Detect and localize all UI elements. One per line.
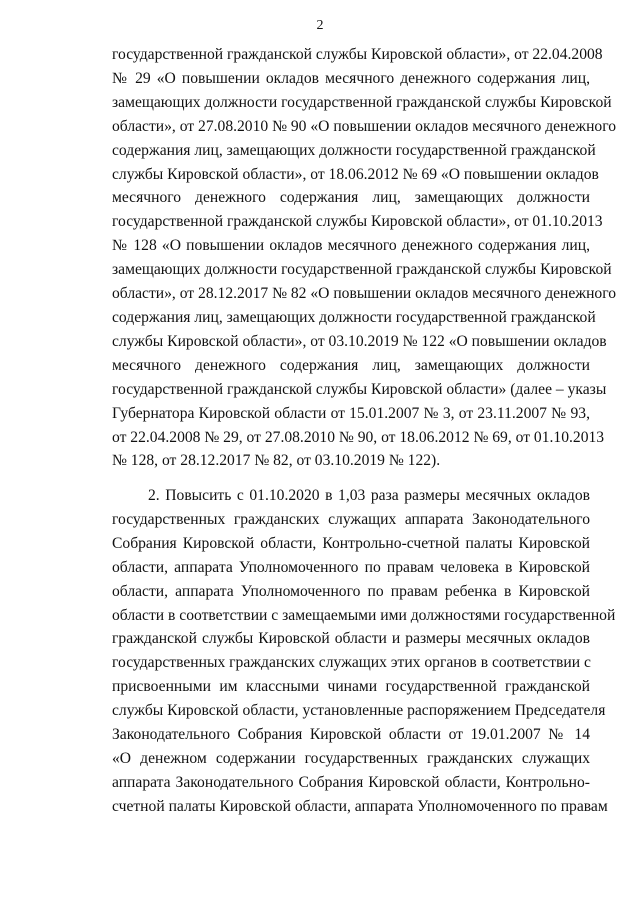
text-line: государственной гражданской службы Кировской области» (далее – указы [112, 380, 607, 398]
paragraph-1 [112, 43, 617, 473]
text-line: области», от 28.12.2017 № 82 «О повышении окладов месячного денежного [112, 285, 617, 303]
text-line: присвоенными им классными чинами государственной гражданской [112, 678, 590, 696]
text-line: замещающих должности государственной гражданской службы Кировской [112, 93, 612, 111]
text-line: службы Кировской области», от 03.10.2019 № 122 «О повышении окладов [112, 332, 607, 350]
text-line: Законодательного Собрания Кировской области от 19.01.2007 № 14 [112, 726, 590, 744]
text-line: № 29 «О повышении окладов месячного денежного содержания лиц, [112, 69, 590, 87]
text-line: № 128, от 28.12.2017 № 82, от 03.10.2019 № 122). [112, 452, 441, 470]
text-line: № 128 «О повышении окладов месячного денежного содержания лиц, [112, 237, 590, 255]
text-line: гражданской службы Кировской области и размеры месячных окладов [112, 630, 590, 648]
text-line: государственной гражданской службы Кировской области», от 01.10.2013 [112, 213, 603, 231]
paragraph-2 [112, 484, 616, 819]
text-line: области в соответствии с замещаемыми ими должностями государственной [112, 606, 616, 624]
text-line: области, аппарата Уполномоченного по правам человека в Кировской [112, 558, 590, 576]
text-line: области, аппарата Уполномоченного по правам ребенка в Кировской [112, 582, 590, 600]
text-line: месячного денежного содержания лиц, замещающих должности [112, 189, 590, 207]
text-line: 2. Повысить с 01.10.2020 в 1,03 раза размеры месячных окладов [148, 487, 590, 504]
text-line: государственной гражданской службы Кировской области», от 22.04.2008 [112, 46, 603, 63]
text-line: «О денежном содержании государственных гражданских служащих [112, 749, 590, 767]
text-line: счетной палаты Кировской области, аппарата Уполномоченного по правам [112, 797, 608, 815]
text-line: государственных гражданских служащих этих органов в соответствии с [112, 654, 591, 672]
text-line: содержания лиц, замещающих должности государственной гражданской [112, 141, 596, 159]
text-line: содержания лиц, замещающих должности государственной гражданской [112, 308, 596, 326]
text-line: Губернатора Кировской области от 15.01.2007 № 3, от 23.11.2007 № 93, [112, 404, 590, 422]
text-line: области», от 27.08.2010 № 90 «О повышении окладов месячного денежного [112, 117, 617, 135]
page-number: 2 [316, 18, 324, 33]
text-line: Собрания Кировской области, Контрольно-счетной палаты Кировской [112, 534, 590, 552]
text-line: от 22.04.2008 № 29, от 27.08.2010 № 90, от 18.06.2012 № 69, от 01.10.2013 [112, 428, 605, 446]
text-line: службы Кировской области, установленные распоряжением Председателя [112, 702, 606, 720]
text-line: аппарата Законодательного Собрания Кировской области, Контрольно- [112, 773, 590, 791]
text-line: замещающих должности государственной гражданской службы Кировской [112, 261, 612, 279]
text-line: месячного денежного содержания лиц, замещающих должности [112, 356, 590, 374]
text-line: службы Кировской области», от 18.06.2012 № 69 «О повышении окладов [112, 165, 599, 183]
text-line: государственных гражданских служащих аппарата Законодательного [112, 510, 590, 528]
